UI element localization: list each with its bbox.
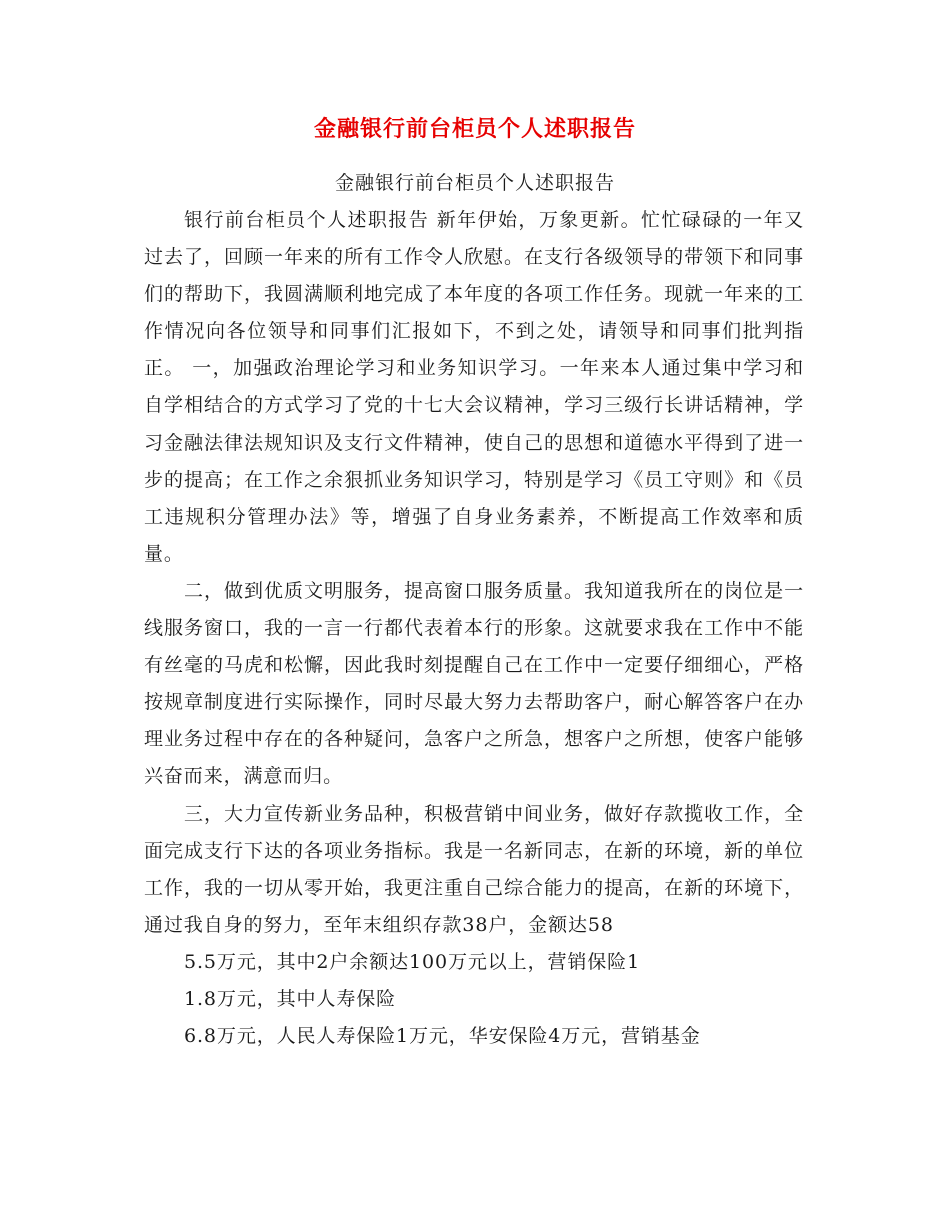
document-body	[144, 202, 804, 1055]
figure-line: 1.8万元，其中人寿保险	[184, 987, 397, 1010]
paragraph-intro: 银行前台柜员个人述职报告 新年伊始，万象更新。忙忙碌碌的一年又过去了，回顾一年来的所有工作令人欣慰。在支行各级领导的带领下和同事们的帮助下，我圆满顺利地完成了本年度的各项工作任务。现就一年来的工作情况向各位领导和同事们汇报如下，不到之处，请领导和同事们批判指正。 一，加强政治理论学习和业务知识学习。一年来本人通过集中学习和自学相结合的方式学习了党的十七大会议精神，学习三级行长讲话精神，学习金融法律法规知识及支行文件精神，使自己的思想和道德水平得到了进一步的提高；在工作之余狠抓业务知识学习，特别是学习《员工守则》和《员工违规积分管理办法》等，增强了自身业务素养，不断提高工作效率和质量。	[144, 209, 804, 565]
paragraph-marketing: 三，大力宣传新业务品种，积极营销中间业务，做好存款揽收工作，全面完成支行下达的各项业务指标。我是一名新同志，在新的环境，新的单位工作，我的一切从零开始，我更注重自己综合能力的提高，在新的环境下，通过我自身的努力，至年末组织存款38户，金额达58	[144, 802, 804, 936]
document-title: 金融银行前台柜员个人述职报告	[313, 116, 636, 142]
figure-line: 6.8万元，人民人寿保险1万元，华安保险4万元，营销基金	[184, 1025, 701, 1048]
document-subtitle: 金融银行前台柜员个人述职报告	[334, 172, 615, 194]
figure-line: 5.5万元，其中2户余额达100万元以上，营销保险1	[184, 950, 641, 973]
paragraph-service: 二，做到优质文明服务，提高窗口服务质量。我知道我所在的岗位是一线服务窗口，我的一言一行都代表着本行的形象。这就要求我在工作中不能有丝毫的马虎和松懈，因此我时刻提醒自己在工作中一定要仔细细心，严格按规章制度进行实际操作，同时尽最大努力去帮助客户，耐心解答客户在办理业务过程中存在的各种疑问，急客户之所急，想客户之所想，使客户能够兴奋而来，满意而归。	[144, 579, 804, 788]
